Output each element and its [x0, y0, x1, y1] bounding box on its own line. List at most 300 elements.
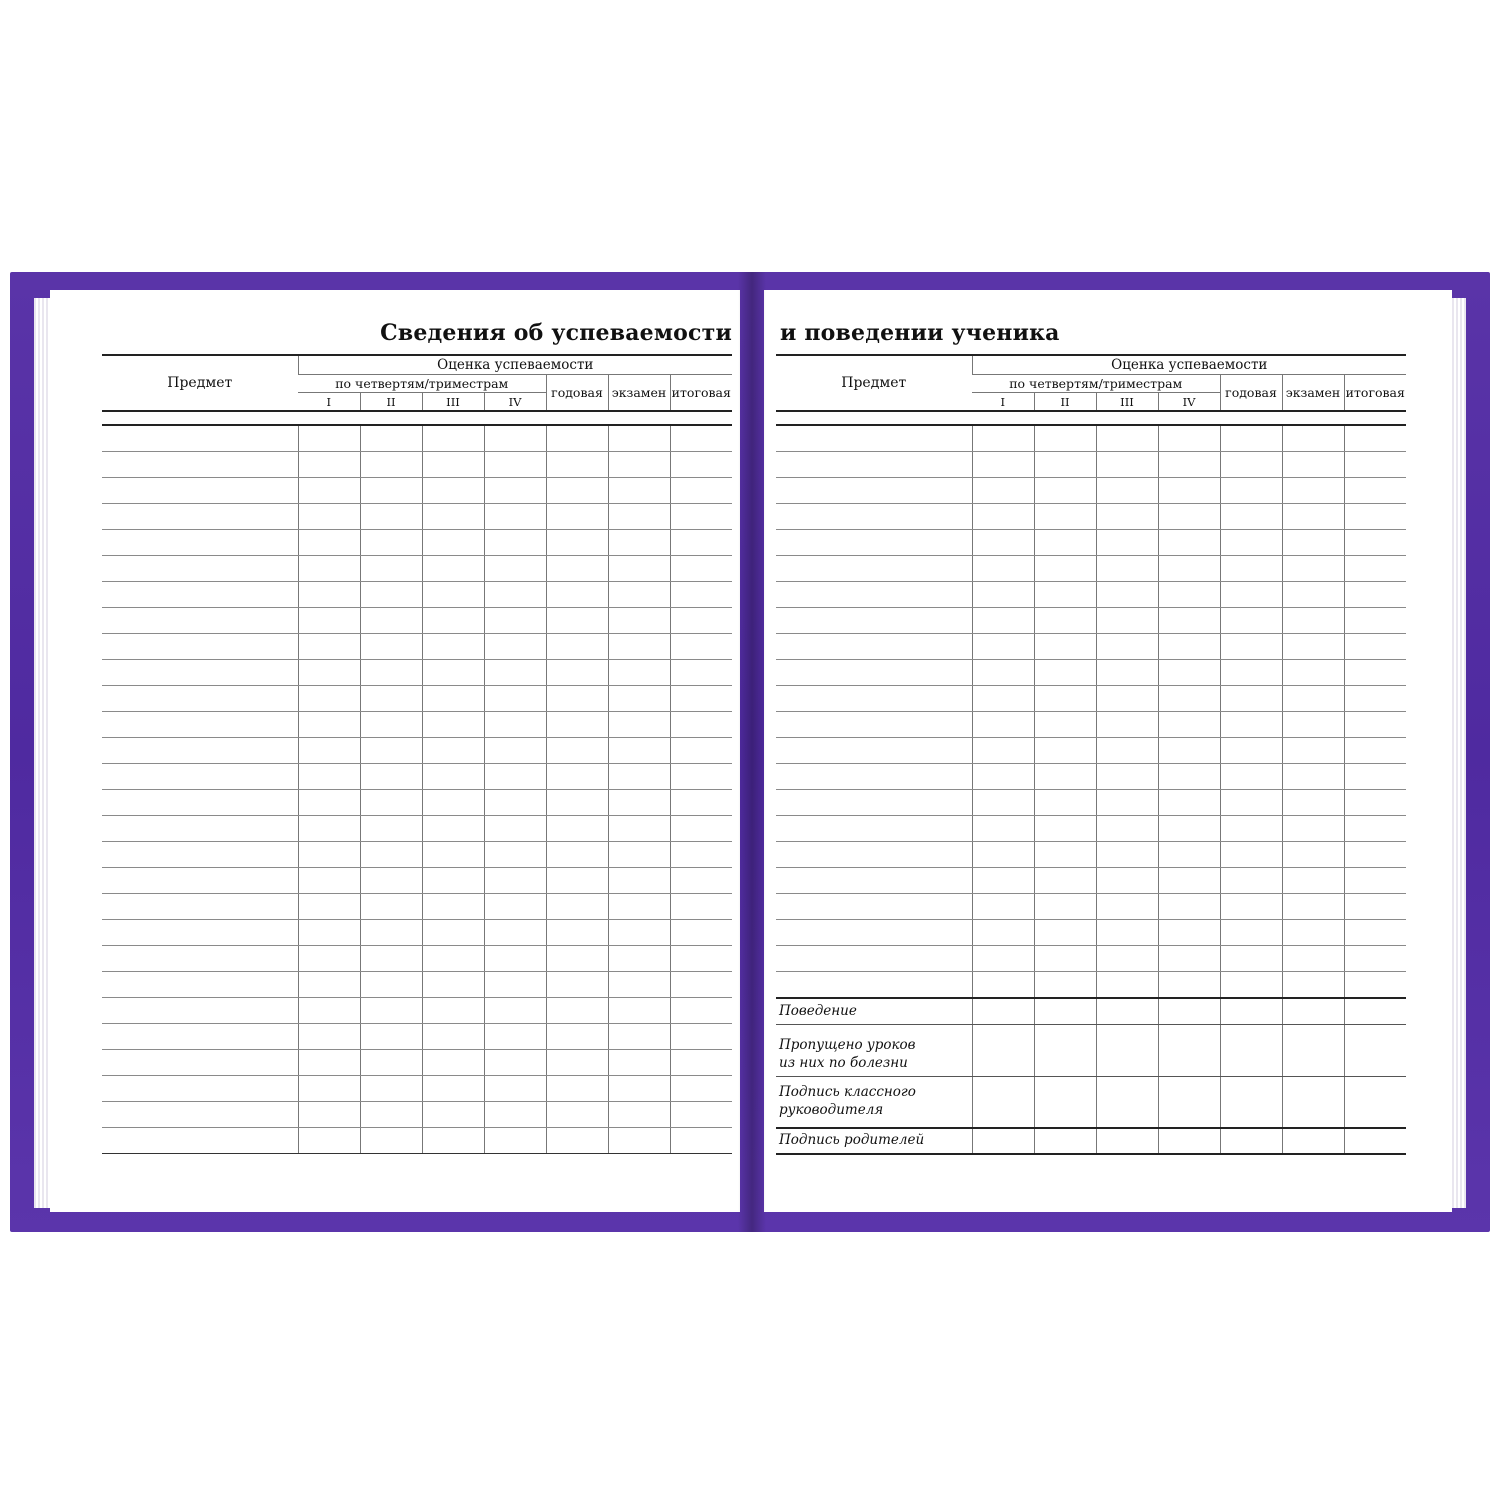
grade-cell[interactable]: [298, 1076, 360, 1102]
cell[interactable]: [1282, 1128, 1344, 1154]
grade-cell[interactable]: [360, 686, 422, 712]
subject-cell[interactable]: [776, 868, 972, 894]
grade-cell[interactable]: [422, 738, 484, 764]
subject-cell[interactable]: [776, 686, 972, 712]
cell[interactable]: [1096, 1128, 1158, 1154]
grade-cell[interactable]: [422, 608, 484, 634]
grade-cell[interactable]: [422, 1024, 484, 1050]
grade-cell[interactable]: [1282, 972, 1344, 999]
subject-cell[interactable]: [102, 1128, 298, 1154]
grade-cell[interactable]: [546, 920, 608, 946]
grade-cell[interactable]: [484, 478, 546, 504]
grade-cell[interactable]: [972, 556, 1034, 582]
grade-cell[interactable]: [608, 946, 670, 972]
grade-cell[interactable]: [1158, 478, 1220, 504]
grade-cell[interactable]: [1282, 790, 1344, 816]
cell[interactable]: [1096, 998, 1158, 1024]
grade-cell[interactable]: [360, 764, 422, 790]
subject-cell[interactable]: [102, 842, 298, 868]
grade-cell[interactable]: [1034, 478, 1096, 504]
grade-cell[interactable]: [360, 1050, 422, 1076]
grade-cell[interactable]: [1096, 920, 1158, 946]
grade-cell[interactable]: [422, 998, 484, 1024]
grade-cell[interactable]: [422, 530, 484, 556]
subject-cell[interactable]: [776, 816, 972, 842]
grade-cell[interactable]: [1344, 556, 1406, 582]
grade-cell[interactable]: [360, 478, 422, 504]
grade-cell[interactable]: [484, 504, 546, 530]
grade-cell[interactable]: [1344, 842, 1406, 868]
grade-cell[interactable]: [546, 478, 608, 504]
grade-cell[interactable]: [546, 842, 608, 868]
grade-cell[interactable]: [1220, 946, 1282, 972]
grade-cell[interactable]: [1282, 816, 1344, 842]
grade-cell[interactable]: [1158, 946, 1220, 972]
grade-cell[interactable]: [1282, 842, 1344, 868]
grade-cell[interactable]: [1220, 816, 1282, 842]
grade-cell[interactable]: [608, 504, 670, 530]
grade-cell[interactable]: [1344, 972, 1406, 999]
grade-cell[interactable]: [298, 764, 360, 790]
grade-cell[interactable]: [422, 556, 484, 582]
grade-cell[interactable]: [1096, 634, 1158, 660]
grade-cell[interactable]: [1220, 530, 1282, 556]
grade-cell[interactable]: [546, 972, 608, 998]
grade-cell[interactable]: [608, 998, 670, 1024]
grade-cell[interactable]: [1158, 660, 1220, 686]
grade-cell[interactable]: [484, 972, 546, 998]
subject-cell[interactable]: [102, 920, 298, 946]
grade-cell[interactable]: [1034, 868, 1096, 894]
grade-cell[interactable]: [1158, 972, 1220, 999]
grade-cell[interactable]: [608, 634, 670, 660]
grade-cell[interactable]: [422, 660, 484, 686]
grade-cell[interactable]: [484, 790, 546, 816]
grade-cell[interactable]: [1344, 790, 1406, 816]
grade-cell[interactable]: [670, 478, 732, 504]
grade-cell[interactable]: [1220, 634, 1282, 660]
subject-cell[interactable]: [776, 764, 972, 790]
grade-cell[interactable]: [1096, 894, 1158, 920]
grade-cell[interactable]: [1282, 452, 1344, 478]
grade-cell[interactable]: [298, 790, 360, 816]
grade-cell[interactable]: [670, 530, 732, 556]
grade-cell[interactable]: [298, 478, 360, 504]
grade-cell[interactable]: [298, 660, 360, 686]
subject-cell[interactable]: [102, 868, 298, 894]
grade-cell[interactable]: [1034, 738, 1096, 764]
grade-cell[interactable]: [1282, 686, 1344, 712]
grade-cell[interactable]: [360, 660, 422, 686]
grade-cell[interactable]: [608, 530, 670, 556]
grade-cell[interactable]: [1220, 478, 1282, 504]
grade-cell[interactable]: [360, 712, 422, 738]
grade-cell[interactable]: [1344, 452, 1406, 478]
grade-cell[interactable]: [1220, 738, 1282, 764]
grade-cell[interactable]: [546, 608, 608, 634]
grade-cell[interactable]: [1096, 582, 1158, 608]
grade-cell[interactable]: [1158, 556, 1220, 582]
grade-cell[interactable]: [1158, 504, 1220, 530]
grade-cell[interactable]: [546, 425, 608, 452]
grade-cell[interactable]: [1034, 790, 1096, 816]
grade-cell[interactable]: [360, 556, 422, 582]
grade-cell[interactable]: [972, 660, 1034, 686]
grade-cell[interactable]: [422, 764, 484, 790]
grade-cell[interactable]: [484, 425, 546, 452]
grade-cell[interactable]: [972, 686, 1034, 712]
grade-cell[interactable]: [1158, 608, 1220, 634]
grade-cell[interactable]: [670, 1050, 732, 1076]
subject-cell[interactable]: [102, 660, 298, 686]
grade-cell[interactable]: [422, 816, 484, 842]
grade-cell[interactable]: [360, 504, 422, 530]
grade-cell[interactable]: [484, 842, 546, 868]
grade-cell[interactable]: [360, 1076, 422, 1102]
grade-cell[interactable]: [1344, 816, 1406, 842]
grade-cell[interactable]: [360, 738, 422, 764]
grade-cell[interactable]: [422, 686, 484, 712]
grade-cell[interactable]: [1034, 582, 1096, 608]
grade-cell[interactable]: [1096, 608, 1158, 634]
grade-cell[interactable]: [1158, 686, 1220, 712]
grade-cell[interactable]: [360, 816, 422, 842]
grade-cell[interactable]: [1096, 816, 1158, 842]
grade-cell[interactable]: [1034, 712, 1096, 738]
grade-cell[interactable]: [546, 816, 608, 842]
grade-cell[interactable]: [1096, 530, 1158, 556]
grade-cell[interactable]: [298, 634, 360, 660]
grade-cell[interactable]: [422, 712, 484, 738]
subject-cell[interactable]: [776, 842, 972, 868]
grade-cell[interactable]: [670, 998, 732, 1024]
grade-cell[interactable]: [1220, 452, 1282, 478]
grade-cell[interactable]: [484, 1076, 546, 1102]
grade-cell[interactable]: [1096, 425, 1158, 452]
subject-cell[interactable]: [102, 738, 298, 764]
grade-cell[interactable]: [360, 946, 422, 972]
cell[interactable]: [1158, 1128, 1220, 1154]
subject-cell[interactable]: [776, 608, 972, 634]
grade-cell[interactable]: [1034, 946, 1096, 972]
grade-cell[interactable]: [670, 790, 732, 816]
cell[interactable]: [1344, 1076, 1406, 1128]
grade-cell[interactable]: [484, 1024, 546, 1050]
grade-cell[interactable]: [1344, 738, 1406, 764]
grade-cell[interactable]: [298, 868, 360, 894]
grade-cell[interactable]: [360, 452, 422, 478]
grade-cell[interactable]: [608, 920, 670, 946]
grade-cell[interactable]: [670, 504, 732, 530]
grade-cell[interactable]: [1096, 452, 1158, 478]
grade-cell[interactable]: [608, 660, 670, 686]
grade-cell[interactable]: [1220, 712, 1282, 738]
grade-cell[interactable]: [608, 894, 670, 920]
cell[interactable]: [1220, 1076, 1282, 1128]
grade-cell[interactable]: [422, 972, 484, 998]
grade-cell[interactable]: [298, 972, 360, 998]
cell[interactable]: [972, 1076, 1034, 1128]
grade-cell[interactable]: [422, 1128, 484, 1154]
grade-cell[interactable]: [546, 1102, 608, 1128]
grade-cell[interactable]: [360, 582, 422, 608]
cell[interactable]: [1220, 1128, 1282, 1154]
grade-cell[interactable]: [1344, 946, 1406, 972]
grade-cell[interactable]: [422, 842, 484, 868]
grade-cell[interactable]: [1158, 738, 1220, 764]
subject-cell[interactable]: [776, 790, 972, 816]
grade-cell[interactable]: [298, 816, 360, 842]
grade-cell[interactable]: [1282, 530, 1344, 556]
subject-cell[interactable]: [102, 504, 298, 530]
subject-cell[interactable]: [102, 1024, 298, 1050]
grade-cell[interactable]: [1034, 816, 1096, 842]
subject-cell[interactable]: [776, 556, 972, 582]
grade-cell[interactable]: [422, 1076, 484, 1102]
grade-cell[interactable]: [422, 920, 484, 946]
grade-cell[interactable]: [360, 425, 422, 452]
subject-cell[interactable]: [776, 504, 972, 530]
grade-cell[interactable]: [670, 764, 732, 790]
grade-cell[interactable]: [972, 608, 1034, 634]
grade-cell[interactable]: [1344, 634, 1406, 660]
grade-cell[interactable]: [1220, 764, 1282, 790]
grade-cell[interactable]: [298, 608, 360, 634]
grade-cell[interactable]: [360, 608, 422, 634]
grade-cell[interactable]: [1158, 764, 1220, 790]
grade-cell[interactable]: [608, 790, 670, 816]
grade-cell[interactable]: [670, 686, 732, 712]
grade-cell[interactable]: [546, 1050, 608, 1076]
grade-cell[interactable]: [484, 816, 546, 842]
grade-cell[interactable]: [1096, 790, 1158, 816]
cell[interactable]: [1158, 1076, 1220, 1128]
subject-cell[interactable]: [102, 998, 298, 1024]
subject-cell[interactable]: [102, 712, 298, 738]
grade-cell[interactable]: [546, 530, 608, 556]
grade-cell[interactable]: [298, 842, 360, 868]
grade-cell[interactable]: [422, 425, 484, 452]
grade-cell[interactable]: [972, 582, 1034, 608]
grade-cell[interactable]: [972, 790, 1034, 816]
grade-cell[interactable]: [1034, 660, 1096, 686]
grade-cell[interactable]: [546, 686, 608, 712]
grade-cell[interactable]: [972, 504, 1034, 530]
grade-cell[interactable]: [1096, 712, 1158, 738]
grade-cell[interactable]: [422, 946, 484, 972]
grade-cell[interactable]: [608, 1102, 670, 1128]
grade-cell[interactable]: [608, 686, 670, 712]
grade-cell[interactable]: [546, 660, 608, 686]
cell[interactable]: [972, 998, 1034, 1024]
grade-cell[interactable]: [546, 582, 608, 608]
grade-cell[interactable]: [546, 946, 608, 972]
grade-cell[interactable]: [608, 1076, 670, 1102]
grade-cell[interactable]: [298, 1102, 360, 1128]
subject-cell[interactable]: [102, 894, 298, 920]
grade-cell[interactable]: [1034, 894, 1096, 920]
subject-cell[interactable]: [776, 712, 972, 738]
grade-cell[interactable]: [360, 1024, 422, 1050]
subject-cell[interactable]: [102, 556, 298, 582]
grade-cell[interactable]: [298, 946, 360, 972]
grade-cell[interactable]: [608, 556, 670, 582]
grade-cell[interactable]: [670, 920, 732, 946]
grade-cell[interactable]: [1344, 608, 1406, 634]
cell[interactable]: [1158, 998, 1220, 1024]
grade-cell[interactable]: [1158, 920, 1220, 946]
grade-cell[interactable]: [298, 686, 360, 712]
grade-cell[interactable]: [1220, 868, 1282, 894]
grade-cell[interactable]: [972, 868, 1034, 894]
grade-cell[interactable]: [670, 842, 732, 868]
grade-cell[interactable]: [670, 425, 732, 452]
grade-cell[interactable]: [670, 452, 732, 478]
grade-cell[interactable]: [608, 868, 670, 894]
grade-cell[interactable]: [546, 1128, 608, 1154]
subject-cell[interactable]: [776, 894, 972, 920]
grade-cell[interactable]: [608, 478, 670, 504]
grade-cell[interactable]: [1282, 556, 1344, 582]
subject-cell[interactable]: [102, 530, 298, 556]
grade-cell[interactable]: [670, 868, 732, 894]
grade-cell[interactable]: [1034, 972, 1096, 999]
grade-cell[interactable]: [1158, 894, 1220, 920]
grade-cell[interactable]: [608, 425, 670, 452]
grade-cell[interactable]: [1034, 842, 1096, 868]
grade-cell[interactable]: [360, 972, 422, 998]
grade-cell[interactable]: [360, 634, 422, 660]
subject-cell[interactable]: [102, 764, 298, 790]
subject-cell[interactable]: [776, 946, 972, 972]
grade-cell[interactable]: [484, 738, 546, 764]
grade-cell[interactable]: [360, 998, 422, 1024]
grade-cell[interactable]: [1158, 582, 1220, 608]
grade-cell[interactable]: [1096, 946, 1158, 972]
grade-cell[interactable]: [972, 712, 1034, 738]
grade-cell[interactable]: [360, 868, 422, 894]
grade-cell[interactable]: [298, 1050, 360, 1076]
grade-cell[interactable]: [1096, 764, 1158, 790]
subject-cell[interactable]: [776, 738, 972, 764]
grade-cell[interactable]: [1158, 712, 1220, 738]
grade-cell[interactable]: [1220, 504, 1282, 530]
grade-cell[interactable]: [670, 556, 732, 582]
cell[interactable]: [1220, 998, 1282, 1024]
grade-cell[interactable]: [1282, 634, 1344, 660]
grade-cell[interactable]: [422, 1102, 484, 1128]
grade-cell[interactable]: [608, 1050, 670, 1076]
grade-cell[interactable]: [484, 868, 546, 894]
grade-cell[interactable]: [360, 842, 422, 868]
grade-cell[interactable]: [1220, 608, 1282, 634]
grade-cell[interactable]: [1344, 530, 1406, 556]
cell[interactable]: [1344, 1128, 1406, 1154]
grade-cell[interactable]: [1034, 504, 1096, 530]
grade-cell[interactable]: [484, 946, 546, 972]
subject-cell[interactable]: [776, 920, 972, 946]
subject-cell[interactable]: [776, 582, 972, 608]
grade-cell[interactable]: [546, 634, 608, 660]
grade-cell[interactable]: [1282, 478, 1344, 504]
grade-cell[interactable]: [972, 425, 1034, 452]
grade-cell[interactable]: [422, 452, 484, 478]
subject-cell[interactable]: [776, 972, 972, 999]
grade-cell[interactable]: [972, 738, 1034, 764]
grade-cell[interactable]: [546, 790, 608, 816]
grade-cell[interactable]: [1344, 686, 1406, 712]
grade-cell[interactable]: [1282, 920, 1344, 946]
grade-cell[interactable]: [484, 660, 546, 686]
grade-cell[interactable]: [298, 712, 360, 738]
subject-cell[interactable]: [776, 530, 972, 556]
grade-cell[interactable]: [972, 634, 1034, 660]
grade-cell[interactable]: [670, 582, 732, 608]
grade-cell[interactable]: [546, 894, 608, 920]
grade-cell[interactable]: [1096, 842, 1158, 868]
grade-cell[interactable]: [1282, 868, 1344, 894]
grade-cell[interactable]: [670, 972, 732, 998]
grade-cell[interactable]: [1158, 530, 1220, 556]
grade-cell[interactable]: [670, 712, 732, 738]
grade-cell[interactable]: [972, 920, 1034, 946]
grade-cell[interactable]: [972, 530, 1034, 556]
grade-cell[interactable]: [972, 894, 1034, 920]
cell[interactable]: [1282, 1076, 1344, 1128]
grade-cell[interactable]: [546, 868, 608, 894]
subject-cell[interactable]: [102, 1102, 298, 1128]
grade-cell[interactable]: [670, 608, 732, 634]
grade-cell[interactable]: [972, 972, 1034, 999]
grade-cell[interactable]: [1282, 582, 1344, 608]
grade-cell[interactable]: [972, 452, 1034, 478]
grade-cell[interactable]: [1034, 764, 1096, 790]
grade-cell[interactable]: [298, 556, 360, 582]
grade-cell[interactable]: [1034, 686, 1096, 712]
grade-cell[interactable]: [484, 712, 546, 738]
subject-cell[interactable]: [102, 946, 298, 972]
grade-cell[interactable]: [298, 1024, 360, 1050]
grade-cell[interactable]: [546, 712, 608, 738]
grade-cell[interactable]: [1096, 478, 1158, 504]
grade-cell[interactable]: [484, 1102, 546, 1128]
subject-cell[interactable]: [102, 608, 298, 634]
grade-cell[interactable]: [1220, 790, 1282, 816]
grade-cell[interactable]: [1282, 946, 1344, 972]
grade-cell[interactable]: [972, 764, 1034, 790]
grade-cell[interactable]: [608, 764, 670, 790]
grade-cell[interactable]: [1034, 608, 1096, 634]
grade-cell[interactable]: [1034, 425, 1096, 452]
subject-cell[interactable]: [102, 972, 298, 998]
grade-cell[interactable]: [1282, 425, 1344, 452]
grade-cell[interactable]: [484, 920, 546, 946]
grade-cell[interactable]: [608, 712, 670, 738]
grade-cell[interactable]: [484, 634, 546, 660]
grade-cell[interactable]: [298, 530, 360, 556]
grade-cell[interactable]: [422, 634, 484, 660]
subject-cell[interactable]: [102, 478, 298, 504]
grade-cell[interactable]: [670, 634, 732, 660]
cell[interactable]: [1220, 1024, 1282, 1076]
grade-cell[interactable]: [608, 738, 670, 764]
grade-cell[interactable]: [484, 556, 546, 582]
grade-cell[interactable]: [1220, 894, 1282, 920]
subject-cell[interactable]: [102, 686, 298, 712]
grade-cell[interactable]: [1220, 556, 1282, 582]
subject-cell[interactable]: [102, 1076, 298, 1102]
cell[interactable]: [1282, 1024, 1344, 1076]
